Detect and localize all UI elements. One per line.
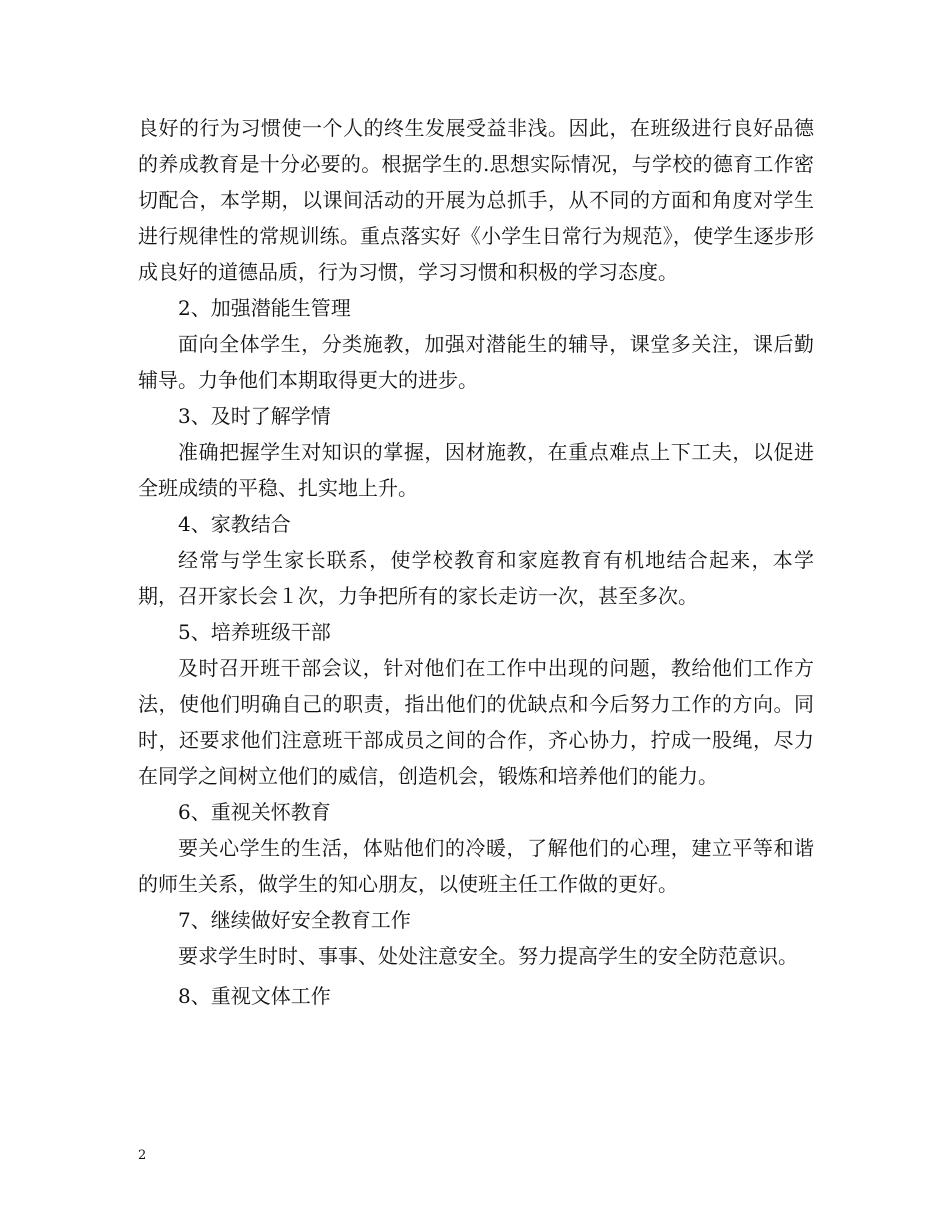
section-heading-6: 6、重视关怀教育 [178, 800, 331, 824]
paragraph-potential-students: 面向全体学生，分类施教，加强对潜能生的辅导，课堂多关注，课后勤辅导。力争他们本期取得更大的进步。 [138, 332, 814, 392]
paragraph-home-school: 经常与学生家长联系，使学校教育和家庭教育有机地结合起来，本学期，召开家长会１次，力争把所有的家长走访一次，甚至多次。 [138, 548, 814, 608]
section-heading-7: 7、继续做好安全教育工作 [178, 908, 411, 932]
document-body [138, 110, 814, 1014]
paragraph-class-leaders: 及时召开班干部会议，针对他们在工作中出现的问题，教给他们工作方法，使他们明确自己的职责，指出他们的优缺点和今后努力工作的方向。同时，还要求他们注意班干部成员之间的合作，齐心协力，拧成一股绳，尽力在同学之间树立他们的威信，创造机会，锻炼和培养他们的能力。 [138, 656, 814, 788]
paragraph-care-education: 要关心学生的生活，体贴他们的冷暖，了解他们的心理，建立平等和谐的师生关系，做学生的知心朋友，以使班主任工作做的更好。 [138, 836, 814, 896]
section-heading-2: 2、加强潜能生管理 [178, 296, 351, 320]
paragraph-behavior-habits: 良好的行为习惯使一个人的终生发展受益非浅。因此，在班级进行良好品德的养成教育是十分必要的。根据学生的.思想实际情况，与学校的德育工作密切配合，本学期，以课间活动的开展为总抓手，从不同的方面和角度对学生进行规律性的常规训练。重点落实好《小学生日常行为规范》，使学生逐步形成良好的道德品质，行为习惯，学习习惯和积极的学习态度。 [138, 116, 814, 284]
page-number: 2 [138, 1148, 147, 1163]
paragraph-safety-education: 要求学生时时、事事、处处注意安全。努力提高学生的安全防范意识。 [178, 944, 798, 968]
section-heading-4: 4、家教结合 [178, 512, 291, 536]
section-heading-8: 8、重视文体工作 [178, 984, 331, 1008]
section-heading-5: 5、培养班级干部 [178, 620, 331, 644]
section-heading-3: 3、及时了解学情 [178, 404, 331, 428]
paragraph-learning-status: 准确把握学生对知识的掌握，因材施教，在重点难点上下工夫，以促进全班成绩的平稳、扎实地上升。 [138, 440, 814, 500]
